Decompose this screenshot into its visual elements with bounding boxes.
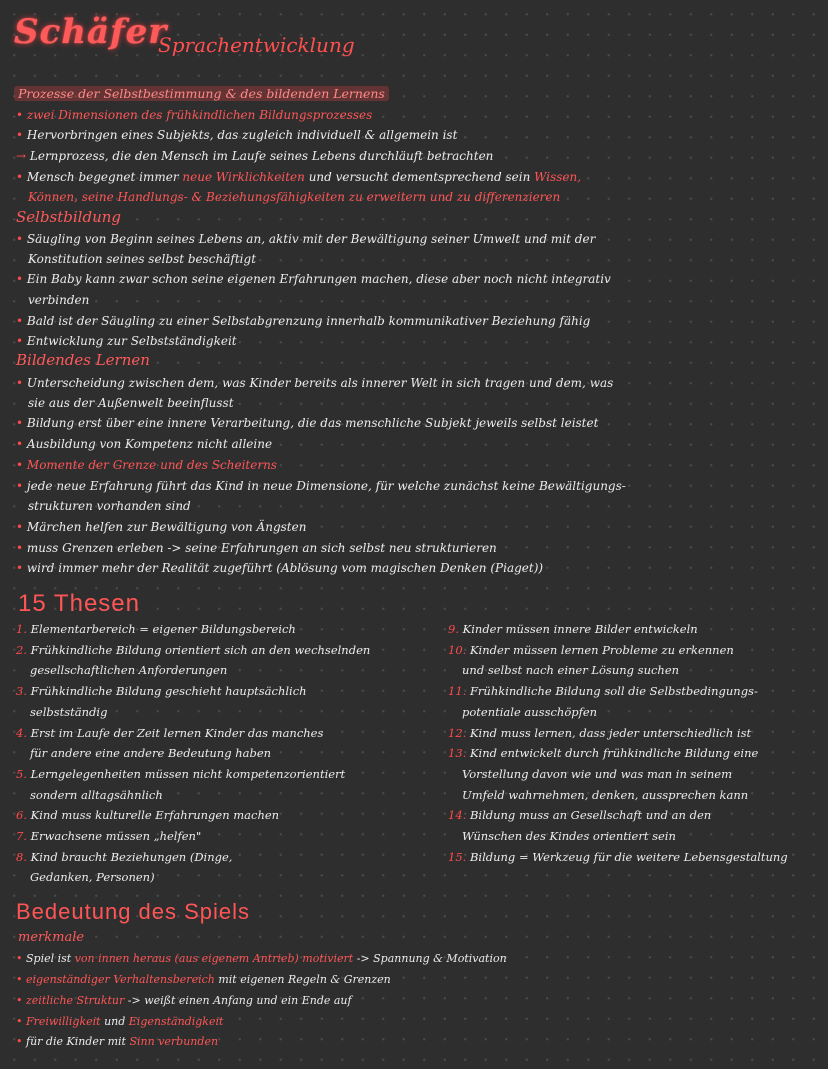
section-heading-prozesse: Prozesse der Selbstbestimmung & des bildenden Lernens [14, 86, 389, 101]
bullet-icon: • [16, 479, 27, 493]
thesis-number: 5. [16, 766, 27, 781]
thesis-number: 12. [448, 725, 467, 740]
thesis-item-continuation: Umfeld wahrnehmen, denken, aussprechen kann [462, 787, 749, 802]
list-item: • zeitliche Struktur -> weißt einen Anfang und ein Ende auf [16, 994, 352, 1007]
thesis-item: 7. Erwachsene müssen „helfen" [16, 829, 202, 843]
thesis-item-continuation: sondern alltagsähnlich [30, 787, 163, 802]
thesis-item: 9. Kinder müssen innere Bilder entwickeln [448, 622, 698, 636]
bullet-icon: • [16, 416, 27, 430]
bullet-icon: • [16, 1035, 26, 1048]
list-item: • Märchen helfen zur Bewältigung von Ängsten [16, 520, 307, 534]
list-item: • Ein Baby kann zwar schon seine eigenen Erfahrungen machen, diese aber noch nicht integrativ [16, 272, 611, 286]
thesis-number: 14. [448, 808, 467, 823]
bullet-icon: • [16, 561, 27, 575]
list-item: • Freiwilligkeit und Eigenständigkeit [16, 1015, 224, 1028]
list-item-continuation: Konstitution seines selbst beschäftigt [28, 252, 257, 266]
list-item: • Spiel ist von innen heraus (aus eigenem Antrieb) motiviert -> Spannung & Motivation [16, 952, 507, 965]
list-item: • Momente der Grenze und des Scheiterns [16, 458, 277, 472]
list-item: • Entwicklung zur Selbstständigkeit [16, 334, 237, 348]
list-item: • Hervorbringen eines Subjekts, das zugleich individuell & allgemein ist [16, 128, 458, 142]
list-item: • muss Grenzen erleben -> seine Erfahrungen an sich selbst neu strukturieren [16, 541, 497, 555]
section-subheading-merkmale: merkmale [18, 930, 85, 945]
list-item: • Mensch begegnet immer neue Wirklichkeiten und versucht dementsprechend sein Wissen, [16, 170, 582, 184]
thesis-number: 10. [448, 642, 467, 657]
bullet-icon: • [16, 520, 27, 534]
bullet-icon: • [16, 376, 27, 390]
section-heading-bildendes-lernen: Bildendes Lernen [16, 351, 150, 369]
thesis-item: 11. Frühkindliche Bildung soll die Selbstbedingungs- [448, 684, 758, 699]
list-item-continuation: sie aus der Außenwelt beeinflusst [28, 396, 234, 410]
arrow-icon: → [16, 149, 30, 163]
thesis-item: 6. Kind muss kulturelle Erfahrungen machen [16, 808, 280, 823]
thesis-item-continuation: gesellschaftlichen Anforderungen [30, 663, 228, 678]
thesis-number: 13. [448, 746, 467, 761]
list-item: • wird immer mehr der Realität zugeführt (Ablösung vom magischen Denken (Piaget)) [16, 561, 544, 575]
bullet-icon: • [16, 994, 26, 1007]
bullet-icon: • [16, 108, 27, 122]
thesis-item-continuation: Wünschen des Kindes orientiert sein [462, 829, 676, 843]
list-item: • Unterscheidung zwischen dem, was Kinder bereits als innerer Welt in sich tragen und dem, was [16, 376, 614, 390]
thesis-number: 8. [16, 849, 27, 864]
thesis-number: 4. [16, 725, 27, 740]
thesis-number: 6. [16, 808, 27, 823]
bullet-icon: • [16, 437, 27, 451]
list-item: • Ausbildung von Kompetenz nicht alleine [16, 437, 273, 451]
thesis-number: 2. [16, 642, 27, 657]
thesis-number: 7. [16, 829, 27, 843]
list-item: • für die Kinder mit Sinn verbunden [16, 1035, 219, 1048]
bullet-icon: • [16, 952, 26, 965]
section-heading-selbstbildung: Selbstbildung [16, 208, 121, 226]
thesis-item-continuation: potentiale ausschöpfen [462, 704, 598, 719]
thesis-number: 1. [16, 622, 27, 636]
thesis-number: 9. [448, 622, 459, 636]
list-item: • Säugling von Beginn seines Lebens an, aktiv mit der Bewältigung seiner Umwelt und mit der [16, 232, 596, 246]
list-item-continuation: strukturen vorhanden sind [28, 499, 191, 513]
list-item-continuation: Können, seine Handlungs- & Beziehungsfähigkeiten zu erweitern und zu differenzieren [28, 190, 561, 204]
list-item-continuation: verbinden [28, 293, 90, 307]
bullet-icon: • [16, 272, 27, 286]
thesis-item: 10. Kinder müssen lernen Probleme zu erkennen [448, 642, 734, 657]
thesis-item-continuation: Gedanken, Personen) [30, 870, 155, 885]
thesis-item: 1. Elementarbereich = eigener Bildungsbereich [16, 622, 296, 636]
thesis-item: 13. Kind entwickelt durch frühkindliche Bildung eine [448, 746, 759, 761]
bullet-icon: • [16, 128, 27, 142]
list-item: • zwei Dimensionen des frühkindlichen Bildungsprozesses [16, 108, 373, 122]
bullet-icon: • [16, 232, 27, 246]
thesis-item: 15. Bildung = Werkzeug für die weitere Lebensgestaltung [448, 849, 788, 864]
thesis-item: 5. Lerngelegenheiten müssen nicht kompetenzorientiert [16, 766, 346, 781]
thesis-item: 8. Kind braucht Beziehungen (Dinge, [16, 849, 233, 864]
thesis-number: 11. [448, 684, 467, 699]
bullet-icon: • [16, 334, 27, 348]
bullet-icon: • [16, 973, 26, 986]
thesis-item-continuation: für andere eine andere Bedeutung haben [30, 746, 272, 761]
thesis-item-continuation: Vorstellung davon wie und was man in seinem [462, 766, 733, 781]
bullet-icon: • [16, 541, 27, 555]
list-item: • jede neue Erfahrung führt das Kind in neue Dimensione, für welche zunächst keine Bewältigungs- [16, 479, 626, 493]
section-heading-spiel: Bedeutung des Spiels [16, 899, 251, 924]
list-item: • Bald ist der Säugling zu einer Selbstabgrenzung innerhalb kommunikativer Beziehung fähig [16, 314, 591, 328]
thesis-item-continuation: und selbst nach einer Lösung suchen [462, 663, 680, 678]
thesis-number: 3. [16, 684, 27, 699]
bullet-icon: • [16, 170, 27, 184]
thesis-item: 12. Kind muss lernen, dass jeder unterschiedlich ist [448, 725, 752, 740]
thesis-item: 4. Erst im Laufe der Zeit lernen Kinder das manches [16, 725, 324, 740]
thesis-item: 3. Frühkindliche Bildung geschieht hauptsächlich [16, 684, 307, 699]
thesis-item: 2. Frühkindliche Bildung orientiert sich an den wechselnden [16, 642, 371, 657]
page-subtitle: Sprachentwicklung [158, 33, 355, 57]
bullet-icon: • [16, 314, 27, 328]
bullet-icon: • [16, 1015, 26, 1028]
list-item: • eigenständiger Verhaltensbereich mit eigenen Regeln & Grenzen [16, 973, 391, 986]
list-item: → Lernprozess, die den Mensch im Laufe seines Lebens durchläuft betrachten [16, 149, 494, 163]
section-heading-thesen: 15 Thesen [18, 590, 140, 617]
thesis-number: 15. [448, 849, 467, 864]
bullet-icon: • [16, 458, 27, 472]
thesis-item-continuation: selbstständig [30, 704, 108, 719]
list-item: • Bildung erst über eine innere Verarbeitung, die das menschliche Subjekt jeweils selbst leistet [16, 416, 599, 430]
thesis-item: 14. Bildung muss an Gesellschaft und an den [448, 808, 712, 823]
page-title: Schäfer [14, 12, 168, 52]
